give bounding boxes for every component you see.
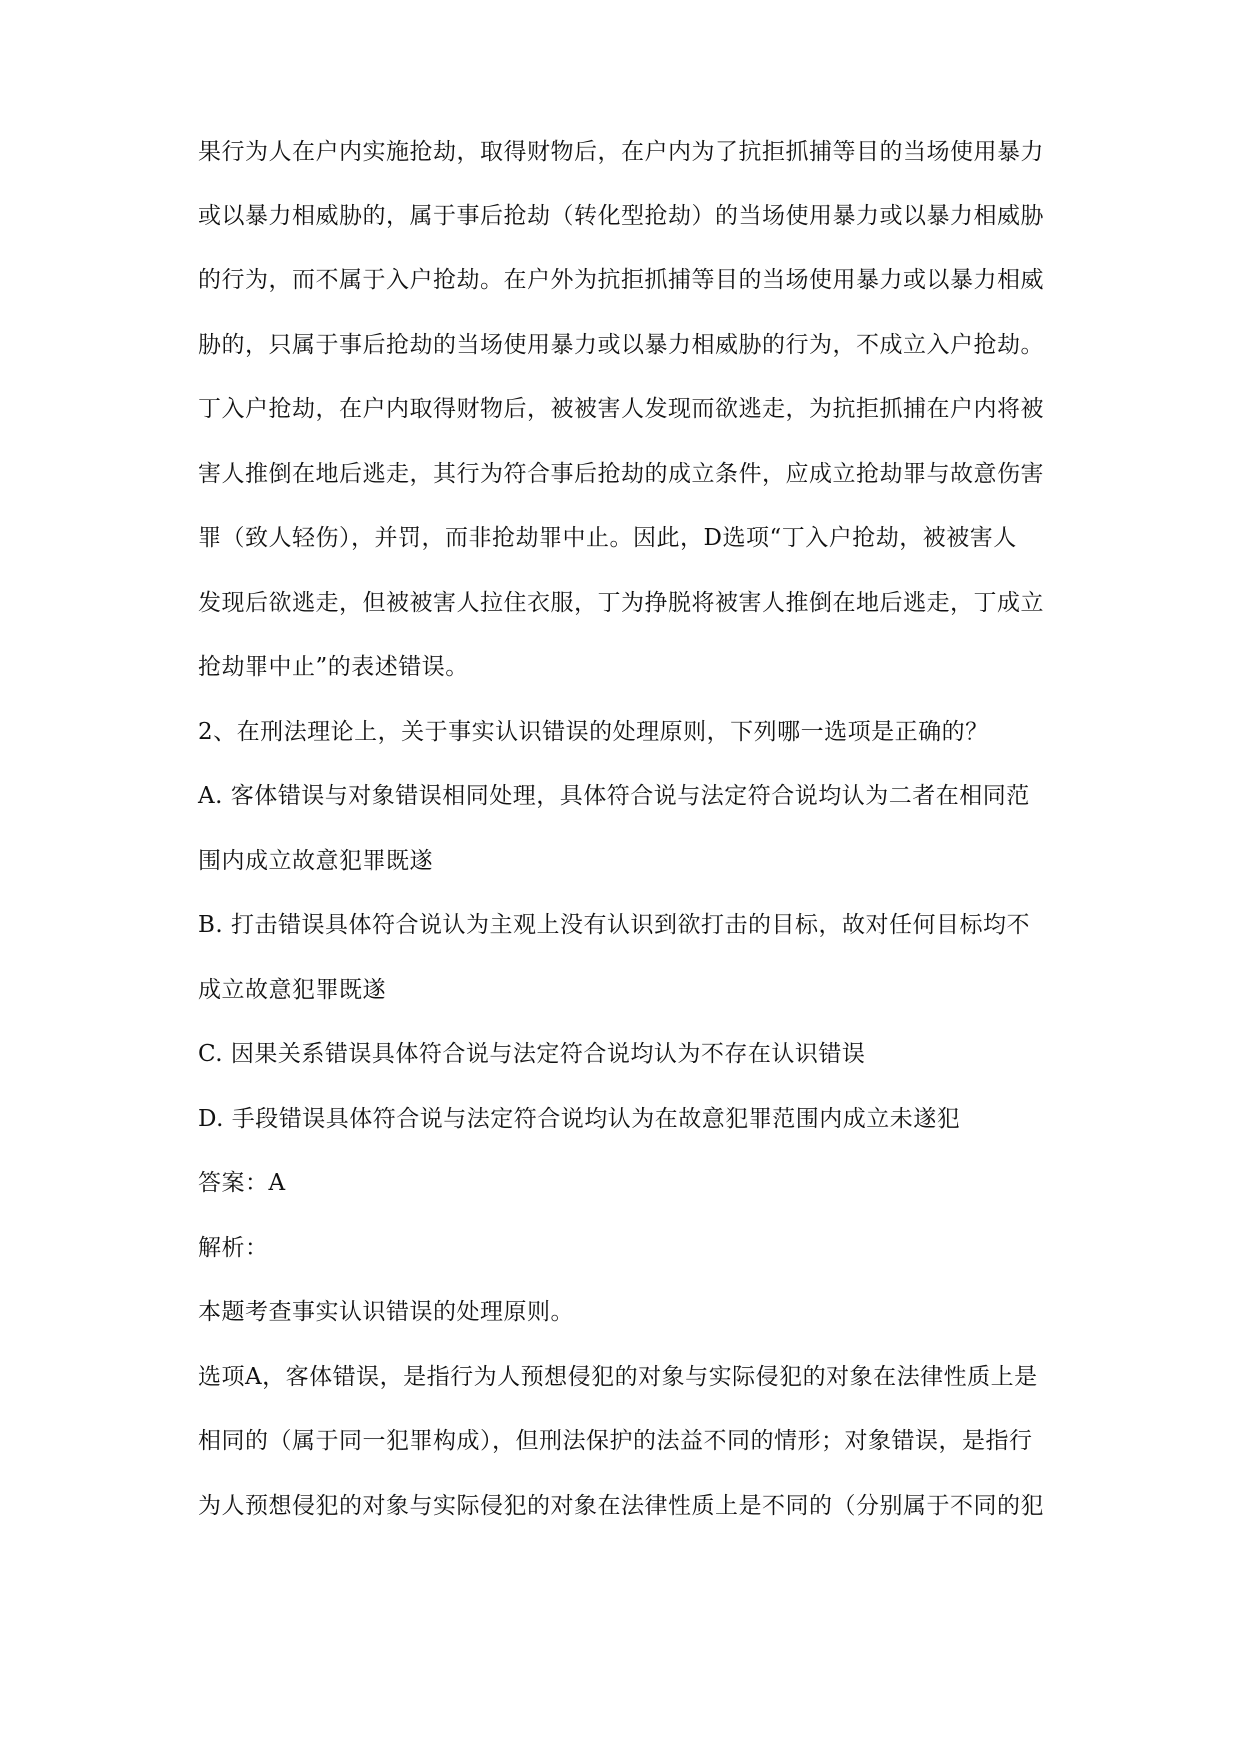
question-stem: 2、在刑法理论上，关于事实认识错误的处理原则，下列哪一选项是正确的？ bbox=[198, 719, 989, 745]
text-line: 丁入户抢劫，在户内取得财物后，被被害人发现而欲逃走，为抗拒抓捕在户内将被 bbox=[198, 396, 1044, 422]
text-line: 胁的，只属于事后抢劫的当场使用暴力或以暴力相威胁的行为，不成立入户抢劫。 bbox=[198, 332, 1044, 358]
option-b: B. 打击错误具体符合说认为主观上没有认识到欲打击的目标，故对任何目标均不 bbox=[198, 912, 1031, 938]
option-c: C. 因果关系错误具体符合说与法定符合说均认为不存在认识错误 bbox=[198, 1041, 866, 1067]
option-a-continued: 围内成立故意犯罪既遂 bbox=[198, 848, 433, 874]
text-line: 的行为，而不属于入户抢劫。在户外为抗拒抓捕等目的当场使用暴力或以暴力相威 bbox=[198, 267, 1044, 293]
option-d: D. 手段错误具体符合说与法定符合说均认为在故意犯罪范围内成立未遂犯 bbox=[198, 1106, 961, 1132]
text-line: 相同的（属于同一犯罪构成），但刑法保护的法益不同的情形；对象错误，是指行 bbox=[198, 1428, 1033, 1454]
text-line: 本题考查事实认识错误的处理原则。 bbox=[198, 1299, 574, 1325]
text-line: 罪（致人轻伤），并罚，而非抢劫罪中止。因此，D选项“丁入户抢劫，被被害人 bbox=[198, 525, 1017, 551]
text-line: 果行为人在户内实施抢劫，取得财物后，在户内为了抗拒抓捕等目的当场使用暴力 bbox=[198, 139, 1044, 165]
answer-line: 答案：A bbox=[198, 1170, 286, 1196]
option-b-continued: 成立故意犯罪既遂 bbox=[198, 977, 386, 1003]
text-line: 为人预想侵犯的对象与实际侵犯的对象在法律性质上是不同的（分别属于不同的犯 bbox=[198, 1493, 1044, 1519]
text-line: 发现后欲逃走，但被被害人拉住衣服，丁为挣脱将被害人推倒在地后逃走，丁成立 bbox=[198, 590, 1044, 616]
text-line: 或以暴力相威胁的，属于事后抢劫（转化型抢劫）的当场使用暴力或以暴力相威胁 bbox=[198, 203, 1044, 229]
text-line: 选项A，客体错误，是指行为人预想侵犯的对象与实际侵犯的对象在法律性质上是 bbox=[198, 1364, 1038, 1390]
text-line: 抢劫罪中止”的表述错误。 bbox=[198, 654, 469, 680]
option-a: A. 客体错误与对象错误相同处理，具体符合说与法定符合说均认为二者在相同范 bbox=[198, 783, 1030, 809]
analysis-heading: 解析： bbox=[198, 1235, 269, 1261]
text-line: 害人推倒在地后逃走，其行为符合事后抢劫的成立条件，应成立抢劫罪与故意伤害 bbox=[198, 461, 1044, 487]
